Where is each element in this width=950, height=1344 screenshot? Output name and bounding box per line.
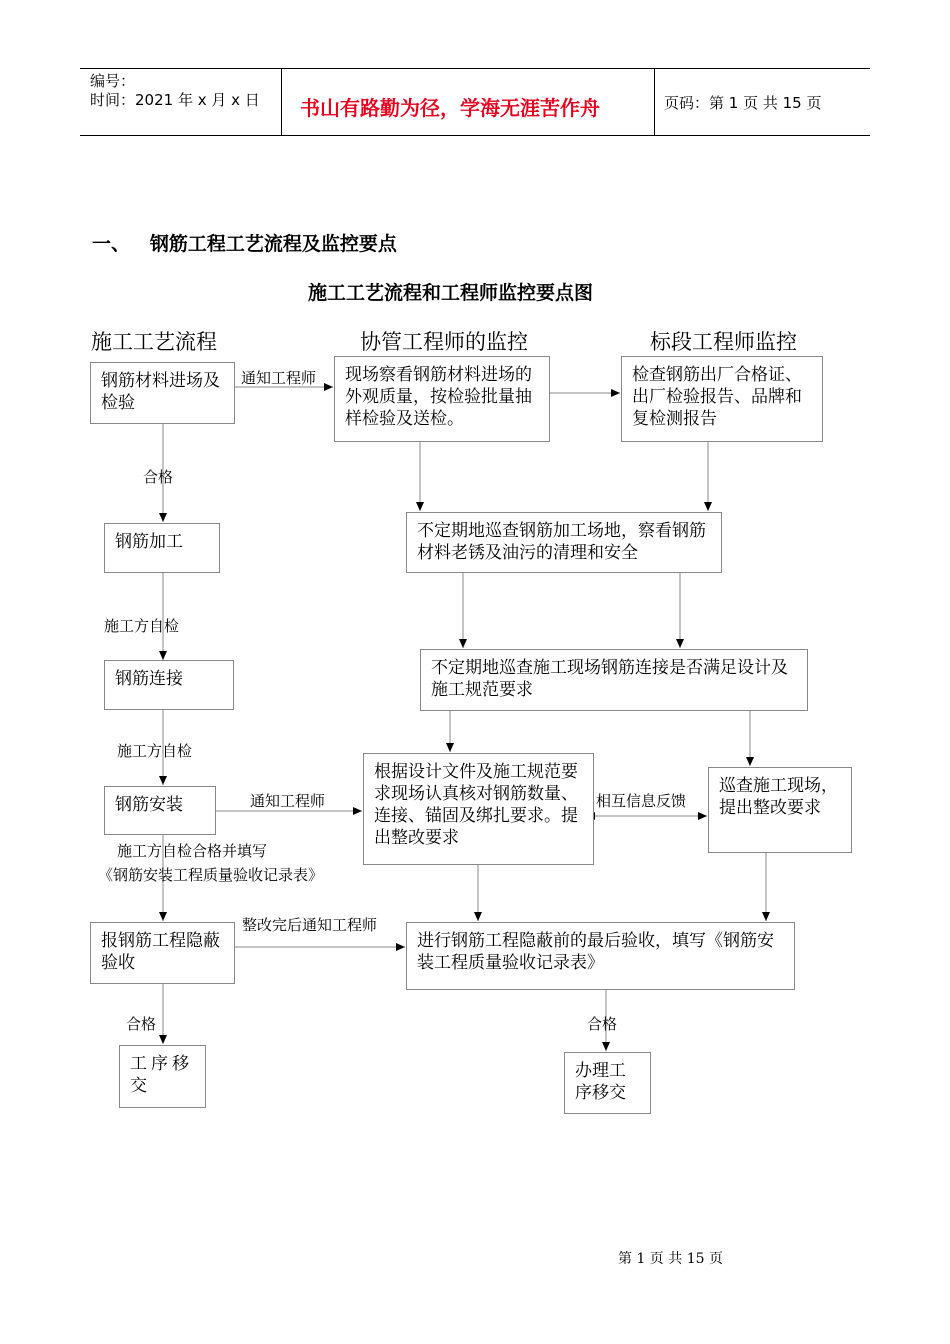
label-qualified-3: 合格: [587, 1015, 618, 1033]
box-patrol-site: 巡查施工现场，提出整改要求: [708, 767, 852, 853]
box-patrol-processing: 不定期地巡查钢筋加工场地，察看钢筋材料老锈及油污的清理和安全: [406, 512, 722, 573]
label-mutual-feedback: 相互信息反馈: [596, 792, 687, 810]
date-label: 时间：2021 年 x 月 x 日: [90, 91, 260, 109]
box-site-inspect: 现场察看钢筋材料进场的外观质量，按检验批量抽样检验及送检。: [334, 356, 550, 442]
column-heading-assistant: 协管工程师的监控: [360, 330, 528, 354]
section-title: 一、 钢筋工程工艺流程及监控要点: [92, 233, 397, 255]
box-installation: 钢筋安装: [104, 786, 216, 835]
box-cert-check: 检查钢筋出厂合格证、出厂检验报告、品牌和复检测报告: [621, 356, 823, 442]
label-rectify-notify: 整改完后通知工程师: [242, 916, 378, 934]
page-info: 页码：第 1 页 共 15 页: [664, 94, 822, 112]
box-report-hidden: 报钢筋工程隐蔽验收: [90, 922, 235, 984]
box-process-handover: 工序移交: [119, 1045, 206, 1108]
box-check-design: 根据设计文件及施工规范要求现场认真核对钢筋数量、连接、锚固及绑扎要求。提出整改要求: [363, 753, 594, 865]
column-heading-process: 施工工艺流程: [91, 330, 217, 354]
box-handle-handover: 办理工序移交: [564, 1052, 651, 1114]
box-final-acceptance: 进行钢筋工程隐蔽前的最后验收，填写《钢筋安装工程质量验收记录表》: [406, 922, 795, 990]
label-qualified-1: 合格: [143, 468, 174, 486]
motto: 书山有路勤为径，学海无涯苦作舟: [300, 96, 600, 120]
box-material-entry: 钢筋材料进场及检验: [90, 362, 235, 424]
label-qualified-2: 合格: [126, 1015, 157, 1033]
label-self-check-1: 施工方自检: [104, 617, 180, 635]
label-self-check-fill-2: 《钢筋安装工程质量验收记录表》: [98, 866, 324, 884]
column-heading-section-engineer: 标段工程师监控: [650, 330, 797, 354]
serial-label: 编号：: [90, 72, 136, 90]
page-footer: 第 1 页 共 15 页: [618, 1251, 723, 1267]
label-self-check-fill-1: 施工方自检合格并填写: [117, 842, 268, 860]
box-processing: 钢筋加工: [104, 523, 220, 573]
chart-title: 施工工艺流程和工程师监控要点图: [308, 282, 594, 304]
box-patrol-connection: 不定期地巡查施工现场钢筋连接是否满足设计及施工规范要求: [420, 649, 808, 711]
label-notify-engineer: 通知工程师: [241, 369, 317, 387]
label-notify-engineer-2: 通知工程师: [250, 792, 326, 810]
label-self-check-2: 施工方自检: [117, 742, 193, 760]
box-connection: 钢筋连接: [104, 660, 234, 710]
